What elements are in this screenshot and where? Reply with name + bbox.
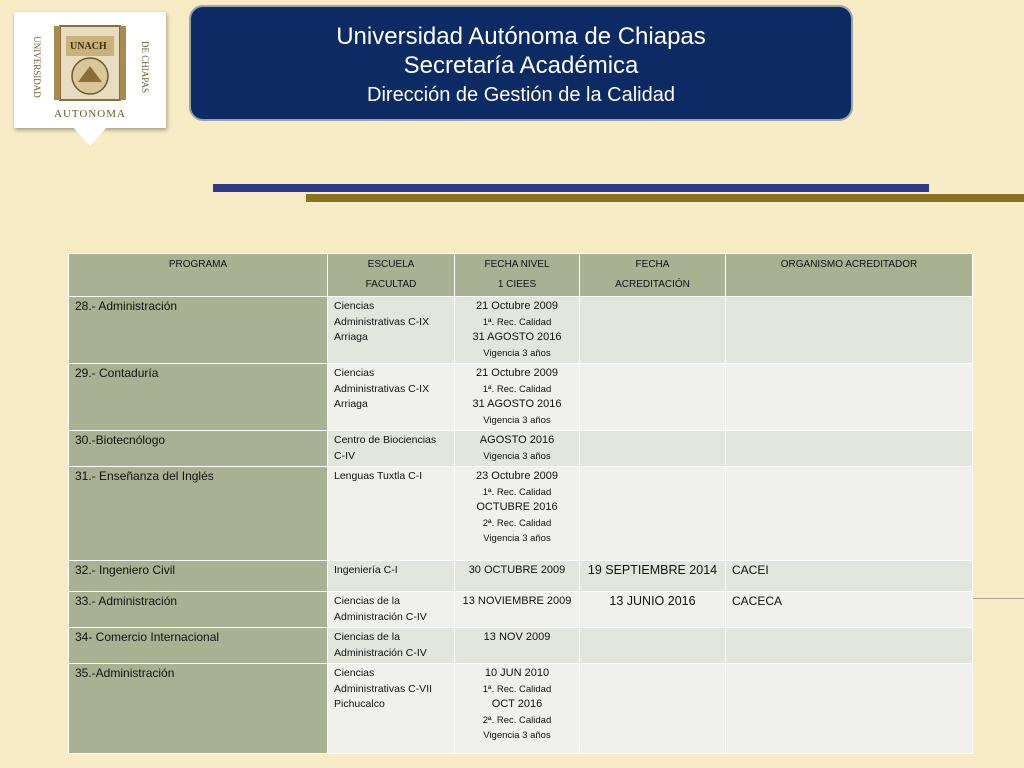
cell-text: Vigencia 3 años [483,450,551,462]
cell-text: 19 SEPTIEMBRE 2014 [587,563,718,577]
header-text: ESCUELA [367,259,415,270]
logo-bottom-text: AUTONOMA [54,108,126,120]
cell-text: 1ª. Rec. Calidad [482,316,552,328]
level-date-cell [455,561,580,592]
cell-text: Administrativas C-VII [334,682,433,695]
accreditation-date-cell [580,561,726,592]
decorative-side-line [972,598,1024,599]
accrediting-body-cell [726,561,973,592]
cell-text: Vigencia 3 años [483,533,551,544]
cell-text: 32.- Ingeniero Civil [75,563,176,577]
cell-text: OCT 2016 [491,698,543,710]
program-cell [69,297,328,364]
table-row [69,592,973,628]
cell-text: Ciencias [334,300,375,312]
school-cell [328,297,455,364]
table-row [69,628,973,664]
program-cell [69,467,328,561]
header-text: ACREDITACIÓN [615,278,690,290]
secretariat-title: Secretaría Académica [403,52,639,79]
cell-text: CACEI [732,563,769,577]
level-date-cell [455,431,580,467]
header-text: FECHA NIVEL [484,259,550,270]
accrediting-body-cell [726,467,973,561]
cell-text: 10 JUN 2010 [484,667,550,679]
accreditation-date-cell [580,364,726,431]
cell-text: 13 NOVIEMBRE 2009 [462,595,572,607]
cell-text: 31 AGOSTO 2016 [472,331,562,343]
cell-text: Centro de Biociencias [334,434,437,446]
accreditation-date-cell [580,664,726,754]
logo-badge-text: UNACH [70,41,107,52]
level-date-cell [455,364,580,431]
program-cell [69,431,328,467]
cell-text: 28.- Administración [75,299,178,313]
cell-text: Ciencias [334,367,375,379]
logo-right-text: DE CHIAPAS [140,41,150,93]
school-cell [328,664,455,754]
header-banner [189,5,853,121]
cell-text: 33.- Administración [75,594,178,608]
accreditation-date-cell [580,628,726,664]
cell-text: 30 OCTUBRE 2009 [468,564,566,576]
header-text: 1 CIEES [497,278,537,290]
header-programa [69,254,328,297]
cell-text: Administración C-IV [334,610,427,623]
table-row [69,297,973,364]
cell-text: Administrativas C-IX [334,382,430,395]
header-fecha-nivel [455,254,580,297]
accrediting-body-cell [726,297,973,364]
unach-logo [14,12,166,128]
cell-text: 21 Octubre 2009 [476,300,558,312]
direction-title: Dirección de Gestión de la Calidad [367,84,675,106]
table-row [69,467,973,561]
table-row [69,431,973,467]
header-text: FECHA [635,259,670,270]
program-cell [69,561,328,592]
cell-text: Ciencias de la [334,631,400,643]
accrediting-body-cell [726,628,973,664]
cell-text: C-IV [334,449,355,462]
level-date-cell [455,664,580,754]
cell-text: Arriaga [334,398,368,410]
table-body [69,297,973,754]
cell-text: 1ª. Rec. Calidad [482,486,552,498]
accreditation-date-cell [580,467,726,561]
header-text: PROGRAMA [168,259,228,270]
school-cell [328,628,455,664]
cell-text: OCTUBRE 2016 [476,501,558,513]
cell-text: Vigencia 3 años [483,730,551,741]
accrediting-body-cell [726,592,973,628]
cell-text: Vigencia 3 años [483,414,551,426]
logo-top-text: UNIVERSIDAD [32,36,42,98]
decorative-olive-bar [306,194,1024,202]
header-text: FACULTAD [365,278,417,290]
cell-text: 1ª. Rec. Calidad [482,383,552,395]
cell-text: 1ª. Rec. Calidad [482,683,552,695]
school-cell [328,467,455,561]
level-date-cell [455,628,580,664]
cell-text: Ciencias [334,667,375,679]
table-header-row [69,254,973,297]
cell-text: AGOSTO 2016 [479,434,555,446]
level-date-cell [455,467,580,561]
cell-text: 31 AGOSTO 2016 [472,398,562,410]
level-date-cell [455,592,580,628]
table-row [69,561,973,592]
accrediting-body-cell [726,664,973,754]
accreditation-date-cell [580,592,726,628]
cell-text: 2ª. Rec. Calidad [482,714,552,726]
cell-text: 34- Comercio Internacional [75,630,220,644]
cell-text: 35.-Administración [75,666,175,680]
program-cell [69,664,328,754]
school-cell [328,561,455,592]
logo-pointer [72,126,108,146]
header-fecha-acreditacion [580,254,726,297]
accreditation-date-cell [580,297,726,364]
header-text: ORGANISMO ACREDITADOR [780,259,918,270]
header-escuela [328,254,455,297]
cell-text: 2ª. Rec. Calidad [482,517,552,529]
program-cell [69,628,328,664]
table-row [69,664,973,754]
cell-text: 13 NOV 2009 [483,631,551,643]
level-date-cell [455,297,580,364]
cell-text: Ingeniería C-I [334,564,398,576]
cell-text: 29.- Contaduría [75,366,159,380]
cell-text: 13 JUNIO 2016 [609,594,696,608]
university-title: Universidad Autónoma de Chiapas [336,23,706,50]
cell-text: Ciencias de la [334,595,400,607]
cell-text: CACECA [732,594,783,608]
accreditation-table [68,253,973,754]
cell-text: Pichucalco [334,698,385,710]
accrediting-body-cell [726,364,973,431]
accrediting-body-cell [726,431,973,467]
header-organismo [726,254,973,297]
cell-text: 31.- Enseñanza del Inglés [75,469,214,483]
cell-text: Arriaga [334,331,368,343]
school-cell [328,431,455,467]
cell-text: 30.-Biotecnólogo [75,433,166,447]
school-cell [328,592,455,628]
decorative-blue-bar [213,184,929,192]
accreditation-date-cell [580,431,726,467]
school-cell [328,364,455,431]
cell-text: 21 Octubre 2009 [476,367,558,379]
cell-text: 23 Octubre 2009 [476,470,558,482]
program-cell [69,364,328,431]
cell-text: Administrativas C-IX [334,315,430,328]
cell-text: Vigencia 3 años [483,347,551,359]
cell-text: Administración C-IV [334,646,427,659]
cell-text: Lenguas Tuxtla C-I [334,470,423,482]
table-row [69,364,973,431]
program-cell [69,592,328,628]
